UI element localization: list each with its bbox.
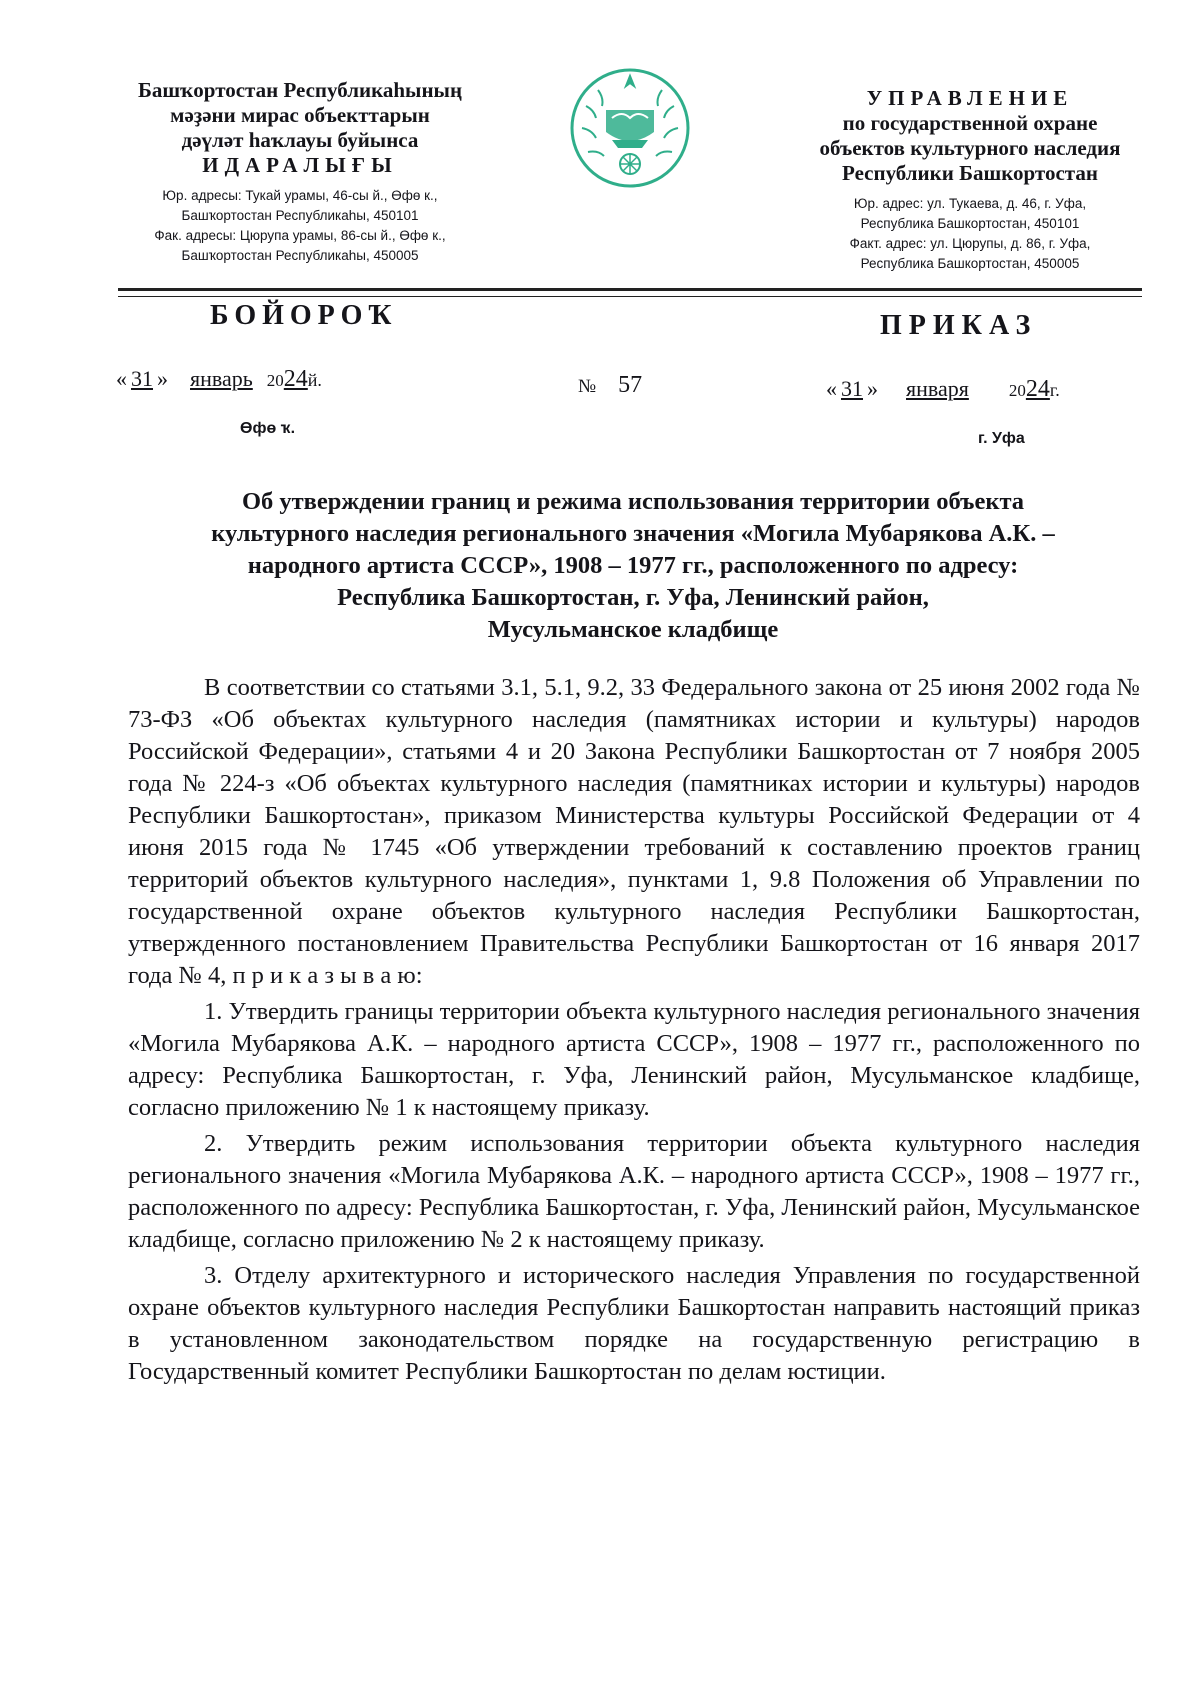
date-bashkir-close-quote: » xyxy=(157,366,168,391)
date-bashkir-year-abbr: й. xyxy=(307,370,322,390)
date-bashkir-day: 31 xyxy=(131,366,153,391)
address-bashkir-line3: Фак. адресы: Цюрупа урамы, 86-сы й., Өфө к., xyxy=(154,228,446,243)
date-russian-open-quote: « xyxy=(826,376,837,401)
header-divider-thin xyxy=(118,296,1142,297)
date-bashkir-year-prefix: 20 xyxy=(266,371,284,390)
org-name-russian-line1: УПРАВЛЕНИЕ xyxy=(866,86,1074,110)
document-title-line5: Мусульманское кладбище xyxy=(487,616,779,643)
org-name-russian-line4: Республики Башкортостан xyxy=(842,161,1098,185)
bashkortostan-emblem-icon xyxy=(568,66,692,190)
order-number-sign: № xyxy=(578,376,597,397)
header-right-block xyxy=(780,86,1160,274)
date-russian-close-quote: » xyxy=(867,376,878,401)
date-bashkir-year-suffix: 24 xyxy=(283,366,308,392)
document-title-line4: Республика Башкортостан, г. Уфа, Ленинский район, xyxy=(337,584,929,611)
address-russian-line1: Юр. адрес: ул. Тукаева, д. 46, г. Уфа, xyxy=(853,196,1087,211)
document-title-line3: народного артиста СССР», 1908 – 1977 гг., расположенного по адресу: xyxy=(247,552,1019,579)
document-title-line1: Об утверждении границ и режима использования территории объекта xyxy=(241,488,1025,515)
body-paragraph-item-2: 2. Утвердить режим использования территории объекта культурного наследия регионального значения «Могила Мубарякова А.К. – народного артиста СССР», 1908 – 1977 гг., расположенного по адресу: Республика Башкортостан, г. Уфа, Ленинский район, Мусульманское кладбище, согласно приложению № 2 к настоящему приказу. xyxy=(128,1130,1140,1253)
body-paragraph-item-3: 3. Отделу архитектурного и исторического наследия Управления по государственной охране объектов культурного наследия Республики Башкортостан направить настоящий приказ в установленном законодательством порядке на государственную регистрацию в Государственный комитет Республики Башкортостан по делам юстиции. xyxy=(128,1262,1140,1385)
document-title xyxy=(128,486,1138,646)
order-number xyxy=(578,372,642,399)
date-russian-day: 31 xyxy=(841,376,863,401)
header-divider-thick xyxy=(118,288,1142,291)
date-russian-month: января xyxy=(906,376,969,401)
address-russian-line2: Республика Башкортостан, 450101 xyxy=(860,216,1080,231)
org-name-bashkir-line4: ИДАРАЛЫҒЫ xyxy=(202,153,398,177)
doc-type-russian: ПРИКАЗ xyxy=(880,310,1038,341)
date-bashkir xyxy=(116,366,322,393)
document-title-line2: культурного наследия регионального значения «Могила Мубарякова А.К. – xyxy=(211,520,1055,547)
address-bashkir xyxy=(110,186,490,266)
city-bashkir: Өфө ҡ. xyxy=(240,420,296,437)
date-russian-year-abbr: г. xyxy=(1049,380,1060,400)
header-left-block xyxy=(110,78,490,266)
org-name-bashkir-line1: Башҡортостан Республикаһының xyxy=(137,78,463,102)
date-russian-year-prefix: 20 xyxy=(1008,381,1026,400)
address-bashkir-line2: Башҡортостан Республикаһы, 450101 xyxy=(181,208,419,223)
org-name-bashkir-line2: мәҙәни мирас объекттарын xyxy=(170,103,430,127)
address-russian-line3: Факт. адрес: ул. Цюрупы, д. 86, г. Уфа, xyxy=(849,236,1091,251)
document-body xyxy=(128,672,1140,1388)
address-russian-line4: Республика Башкортостан, 450005 xyxy=(860,256,1080,271)
city-russian: г. Уфа xyxy=(978,430,1025,447)
org-name-russian-line3: объектов культурного наследия xyxy=(819,136,1121,160)
date-bashkir-month: январь xyxy=(190,366,253,391)
org-name-bashkir-line3: дәүләт һаҡлауы буйынса xyxy=(181,128,419,152)
date-bashkir-open-quote: « xyxy=(116,366,127,391)
order-number-value: 57 xyxy=(618,372,643,398)
org-name-russian-line2: по государственной охране xyxy=(842,111,1098,135)
address-russian xyxy=(780,194,1160,274)
doc-type-bashkir: БОЙОРОҠ xyxy=(210,300,398,331)
address-bashkir-line1: Юр. адресы: Тукай урамы, 46-сы й., Өфө к., xyxy=(162,188,438,203)
address-bashkir-line4: Башҡортостан Республикаһы, 450005 xyxy=(181,248,419,263)
body-paragraph-item-1: 1. Утвердить границы территории объекта культурного наследия регионального значения «Могила Мубарякова А.К. – народного артиста СССР», 1908 – 1977 гг., расположенного по адресу: Республика Башкортостан, г. Уфа, Ленинский район, Мусульманское кладбище, согласно приложению № 1 к настоящему приказу. xyxy=(128,998,1140,1121)
date-russian xyxy=(826,376,1060,403)
date-russian-year-suffix: 24 xyxy=(1025,376,1050,402)
body-paragraph-preamble: В соответствии со статьями 3.1, 5.1, 9.2, 33 Федерального закона от 25 июня 2002 года № 73-ФЗ «Об объектах культурного наследия (памятниках истории и культуры) народов Российской Федерации», статьями 4 и 20 Закона Республики Башкортостан от 7 ноября 2005 года № 224-з «Об объектах культурного наследия (памятниках истории и культуры) народов Республики Башкортостан», приказом Министерства культуры Российской Федерации от 4 июня 2015 года № 1745 «Об утверждении требований к составлению проектов границ территорий объектов культурного наследия», пунктами 1, 9.8 Положения об Управлении по государственной охране объектов культурного наследия Республики Башкортостан, утвержденного постановлением Правительства Республики Башкортостан от 16 января 2017 года № 4, п р и к а з ы в а ю: xyxy=(128,674,1140,989)
